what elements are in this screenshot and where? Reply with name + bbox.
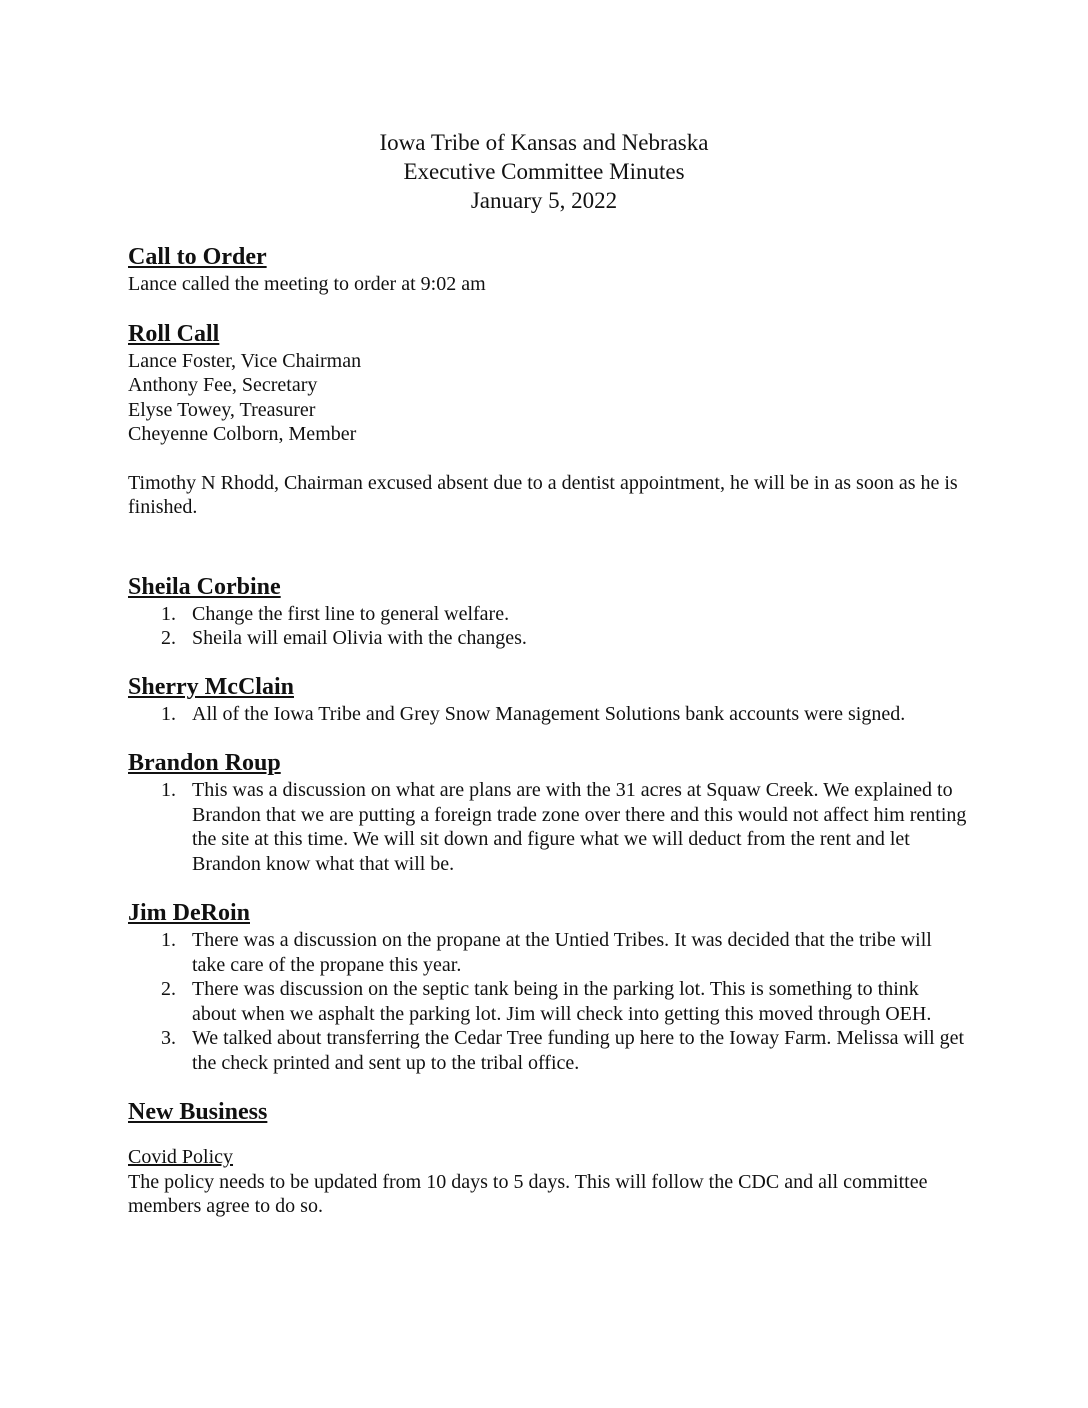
heading-brandon-roup: Brandon Roup bbox=[128, 750, 281, 776]
list-item: 3. We talked about transferring the Cedar Tree funding up here to the Ioway Farm. Melissa will get the check printed and sent up to the tribal office. bbox=[161, 1027, 965, 1074]
list-item: 1. Change the first line to general welfare. bbox=[161, 602, 510, 625]
call-to-order-text: Lance called the meeting to order at 9:02 am bbox=[128, 273, 486, 295]
list-item: 1. There was a discussion on the propane at the Untied Tribes. It was decided that the tribe will take care of the propane this year. bbox=[161, 929, 932, 976]
roll-call-member: Elyse Towey, Treasurer bbox=[128, 398, 316, 421]
heading-sheila-corbine: Sheila Corbine bbox=[128, 573, 281, 600]
list-item: 1. This was a discussion on what are plans are with the 31 acres at Squaw Creek. We explained to Brandon that we are putting a foreign trade zone over there and this would not affect him renting the site at this time. We will sit down and figure what we will deduct from the rent and let Brandon know what that will be. bbox=[161, 779, 967, 875]
header-date: January 5, 2022 bbox=[470, 188, 618, 213]
heading-sherry-mcclain: Sherry McClain bbox=[128, 673, 294, 700]
subheading-covid-policy: Covid Policy bbox=[128, 1146, 234, 1168]
list-item: 1. All of the Iowa Tribe and Grey Snow Management Solutions bank accounts were signed. bbox=[161, 702, 906, 725]
covid-policy-text: The policy needs to be updated from 10 days to 5 days. This will follow the CDC and all committee members agree to do so. bbox=[128, 1170, 928, 1217]
header-title: Executive Committee Minutes bbox=[403, 159, 685, 184]
section-call-to-order bbox=[128, 242, 968, 297]
jim-list bbox=[128, 928, 968, 1075]
list-item: 2. There was discussion on the septic tank being in the parking lot. This is something to think about when we asphalt the parking lot. Jim will check into getting this moved through OEH. bbox=[161, 978, 932, 1025]
sheila-list bbox=[128, 602, 968, 651]
heading-new-business: New Business bbox=[128, 1099, 268, 1125]
section-jim-deroin bbox=[128, 898, 968, 1075]
section-sherry-mcclain bbox=[128, 672, 968, 727]
roll-call-member: Cheyenne Colborn, Member bbox=[128, 423, 357, 445]
document-header bbox=[0, 128, 1088, 215]
heading-jim-deroin: Jim DeRoin bbox=[128, 900, 250, 926]
section-roll-call bbox=[128, 319, 968, 520]
section-sheila-corbine bbox=[128, 572, 968, 651]
section-new-business bbox=[128, 1097, 968, 1219]
sherry-list bbox=[128, 702, 968, 727]
roll-call-absent-note: Timothy N Rhodd, Chairman excused absent due to a dentist appointment, he will be in as soon as he is finished. bbox=[128, 471, 958, 518]
header-organization: Iowa Tribe of Kansas and Nebraska bbox=[379, 130, 709, 155]
heading-call-to-order: Call to Order bbox=[128, 244, 267, 270]
list-item: 2. Sheila will email Olivia with the changes. bbox=[161, 627, 527, 649]
document-body bbox=[128, 242, 968, 1219]
roll-call-member: Anthony Fee, Secretary bbox=[128, 374, 318, 396]
heading-roll-call: Roll Call bbox=[128, 320, 220, 347]
section-brandon-roup bbox=[128, 748, 968, 876]
brandon-list bbox=[128, 778, 968, 876]
roll-call-member: Lance Foster, Vice Chairman bbox=[128, 349, 362, 372]
